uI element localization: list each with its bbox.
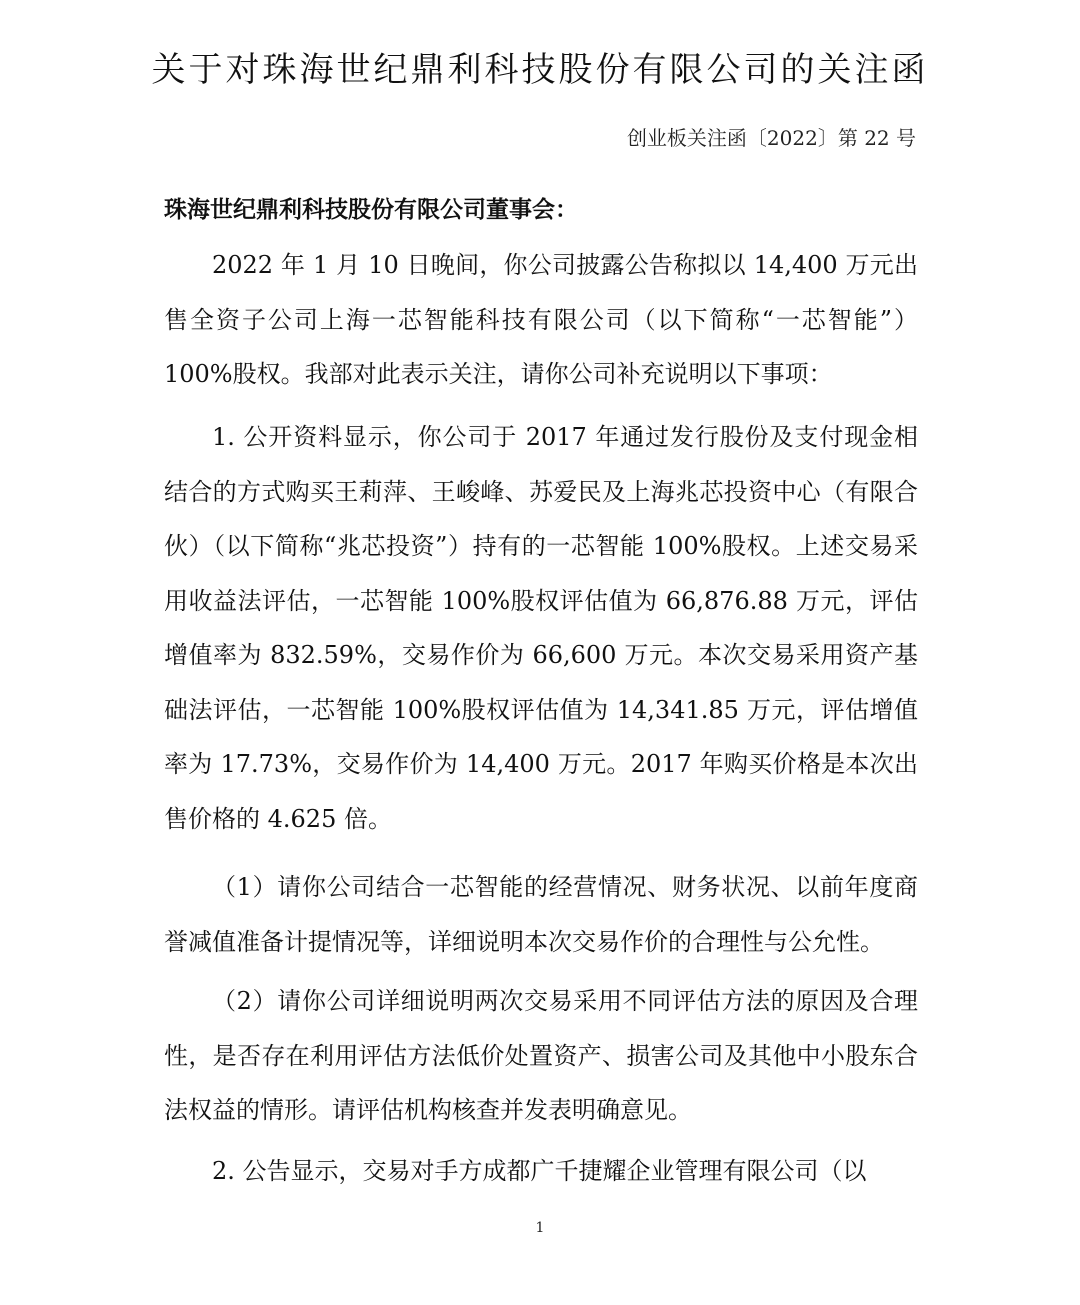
- paragraph-intro: 2022 年 1 月 10 日晚间，你公司披露公告称拟以 14,400 万元出售全资子公司上海一芯智能科技有限公司（以下简称“一芯智能”）100%股权。我部对此表示关注，请你公司补充说明以下事项：: [164, 251, 918, 388]
- page-number: 1: [535, 1220, 545, 1236]
- paragraph-item-2: 2. 公告显示，交易对手方成都广千捷耀企业管理有限公司（以: [212, 1157, 867, 1185]
- document-title: 关于对珠海世纪鼎利科技股份有限公司的关注函: [151, 50, 929, 90]
- paragraph-item-1: 1. 公开资料显示，你公司于 2017 年通过发行股份及支付现金相结合的方式购买王莉萍、王峻峰、苏爱民及上海兆芯投资中心（有限合伙）（以下简称“兆芯投资”）持有的一芯智能 100%股权。上述交易采用收益法评估，一芯智能 100%股权评估值为 66,876.88 万元，评估增值率为 832.59%，交易作价为 66,600 万元。本次交易采用资产基础法评估，一芯智能 100%股权评估值为 14,341.85 万元，评估增值率为 17.73%，交易作价为 14,400 万元。2017 年购买价格是本次出售价格的 4.625 倍。: [164, 423, 918, 833]
- document-number: 创业板关注函〔2022〕第 22 号: [626, 126, 916, 150]
- paragraph-item-1-sub-2: （2）请你公司详细说明两次交易采用不同评估方法的原因及合理性，是否存在利用评估方法低价处置资产、损害公司及其他中小股东合法权益的情形。请评估机构核查并发表明确意见。: [164, 987, 918, 1124]
- paragraph-item-1-sub-1: （1）请你公司结合一芯智能的经营情况、财务状况、以前年度商誉减值准备计提情况等，详细说明本次交易作价的合理性与公允性。: [164, 873, 918, 956]
- salutation: 珠海世纪鼎利科技股份有限公司董事会：: [164, 197, 578, 223]
